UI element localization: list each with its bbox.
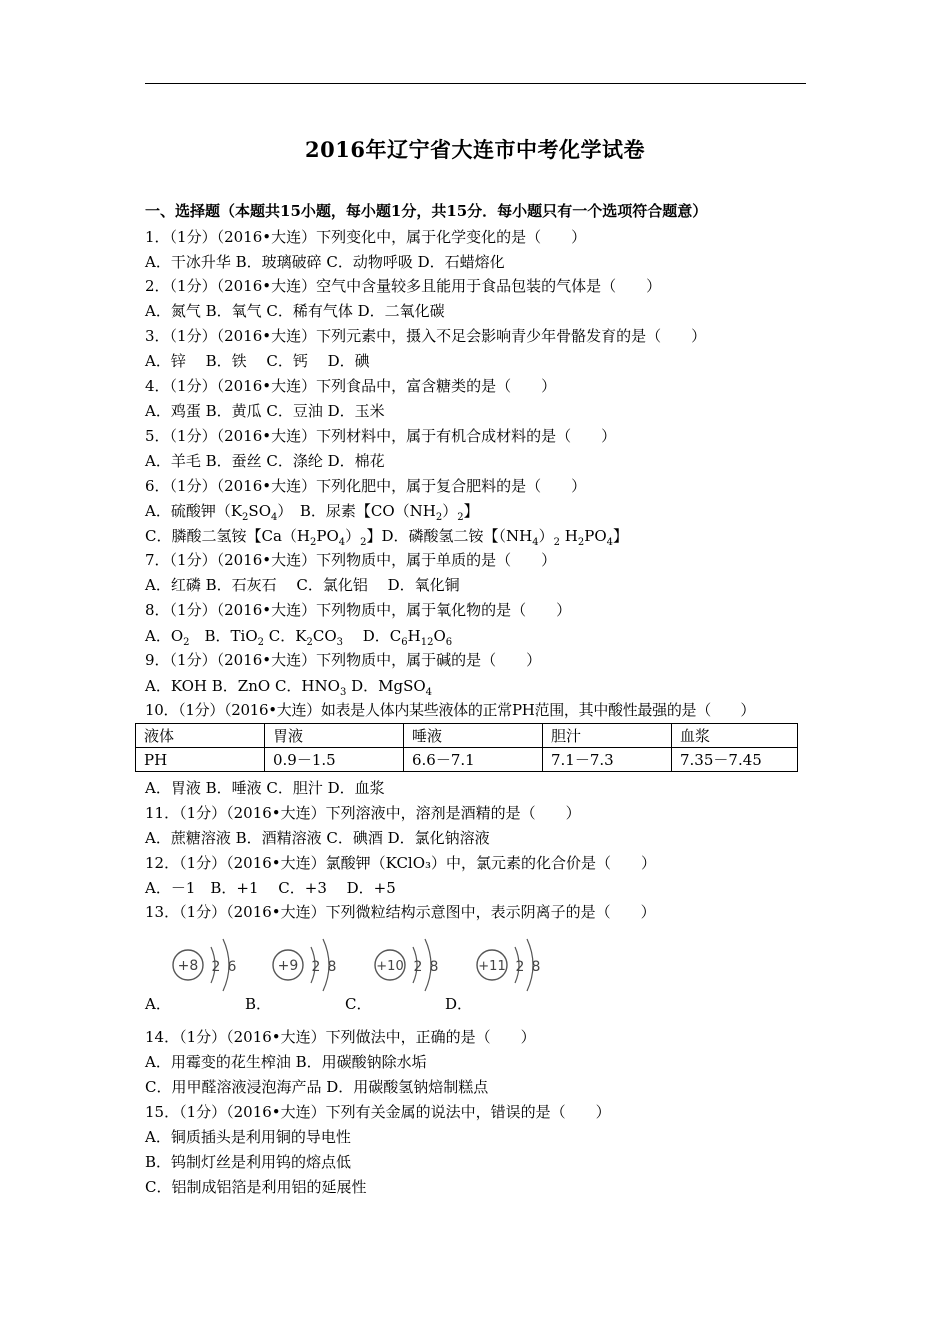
atom-diagram-d	[475, 925, 555, 995]
shell-electrons: 8	[429, 959, 439, 975]
question-3-stem: 3．（1分）（2016•大连）下列元素中，摄入不足会影响青少年骨骼发育的是（ ）	[145, 327, 707, 345]
question-15-option-c: C．铝制成铝箔是利用铝的延展性	[145, 1178, 367, 1196]
diagram-label-b: B．	[245, 995, 272, 1013]
table-cell: 胆汁	[543, 724, 672, 748]
question-8-stem: 8．（1分）（2016•大连）下列物质中，属于氧化物的是（ ）	[145, 601, 572, 619]
diagram-label-d: D．	[445, 995, 473, 1013]
question-13-stem: 13．（1分）（2016•大连）下列微粒结构示意图中，表示阴离子的是（ ）	[145, 903, 656, 921]
question-5-stem: 5．（1分）（2016•大连）下列材料中，属于有机合成材料的是（ ）	[145, 427, 617, 445]
shell-electrons: 8	[327, 959, 337, 975]
question-15-option-b: B．钨制灯丝是利用钨的熔点低	[145, 1153, 352, 1171]
table-cell: 液体	[136, 724, 265, 748]
table-row	[136, 724, 798, 748]
atom-diagram-b	[271, 925, 351, 995]
question-14-options-cd: C．用甲醛溶液浸泡海产品 D．用碳酸氢钠焙制糕点	[145, 1078, 489, 1096]
atom-diagram-c	[373, 925, 453, 995]
shell-electrons: 2	[211, 959, 221, 975]
shell-electrons: 2	[413, 959, 423, 975]
question-6-stem: 6．（1分）（2016•大连）下列化肥中，属于复合肥料的是（ ）	[145, 477, 587, 495]
question-6-options-ab: A．硫酸钾$(K_2SO_4)$ B．尿素【$CO(NH_2)_2$】	[145, 502, 479, 523]
section-heading: 一、选择题（本题共15小题，每小题1分，共15分．每小题只有一个选项符合题意）	[145, 202, 708, 220]
header-rule	[145, 83, 806, 84]
question-11-stem: 11．（1分）（2016•大连）下列溶液中，溶剂是酒精的是（ ）	[145, 804, 581, 822]
question-11-options: A．蔗糖溶液 B．酒精溶液 C．碘酒 D．氯化钠溶液	[145, 829, 490, 847]
question-4-stem: 4．（1分）（2016•大连）下列食品中，富含糖类的是（ ）	[145, 377, 557, 395]
question-9-stem: 9．（1分）（2016•大连）下列物质中，属于碱的是（ ）	[145, 651, 542, 669]
table-cell: 血浆	[672, 724, 798, 748]
question-12-stem: 12．（1分）（2016•大连）氯酸钾（KClO₃）中，氯元素的化合价是（ ）	[145, 854, 657, 872]
question-2-stem: 2．（1分）（2016•大连）空气中含量较多且能用于食品包装的气体是（ ）	[145, 277, 662, 295]
table-cell: PH	[136, 748, 265, 772]
question-2-options: A．氮气 B．氧气 C．稀有气体 D．二氧化碳	[145, 302, 445, 320]
question-14-stem: 14．（1分）（2016•大连）下列做法中，正确的是（ ）	[145, 1028, 536, 1046]
question-8-options: A．$O_2$ B．TiO$_2$ C．$K_2CO_3$ D．$C_6H_{12}O_6$	[145, 627, 453, 648]
question-7-options: A．红磷 B．石灰石 C．氯化铝 D．氧化铜	[145, 576, 460, 594]
shell-electrons: 6	[227, 959, 237, 975]
question-4-options: A．鸡蛋 B．黄瓜 C．豆油 D．玉米	[145, 402, 385, 420]
table-cell: 唾液	[404, 724, 543, 748]
question-7-stem: 7．（1分）（2016•大连）下列物质中，属于单质的是（ ）	[145, 551, 557, 569]
nucleus-charge: +9	[277, 958, 299, 974]
nucleus-charge: +11	[478, 959, 506, 974]
table-cell: 7.35－7.45	[672, 748, 798, 772]
diagram-label-a: A．	[145, 995, 171, 1013]
table-row	[136, 748, 798, 772]
question-3-options: A．锌 B．铁 C．钙 D．碘	[145, 352, 370, 370]
ph-table	[135, 723, 798, 772]
atom-diagram-a	[171, 925, 251, 995]
shell-electrons: 8	[531, 959, 541, 975]
table-cell: 6.6－7.1	[404, 748, 543, 772]
shell-electrons: 2	[311, 959, 321, 975]
question-5-options: A．羊毛 B．蚕丝 C．涤纶 D．棉花	[145, 452, 385, 470]
diagram-label-c: C．	[345, 995, 372, 1013]
question-15-stem: 15．（1分）（2016•大连）下列有关金属的说法中，错误的是（ ）	[145, 1103, 611, 1121]
question-1-stem: 1．（1分）（2016•大连）下列变化中，属于化学变化的是（ ）	[145, 228, 587, 246]
table-cell: 0.9－1.5	[265, 748, 404, 772]
table-cell: 7.1－7.3	[543, 748, 672, 772]
page-title: 2016年辽宁省大连市中考化学试卷	[305, 137, 645, 162]
table-cell: 胃液	[265, 724, 404, 748]
question-9-options: A．KOH B．ZnO C．$HNO_3$ D．MgSO$_4$	[145, 677, 433, 698]
question-10-stem: 10．（1分）（2016•大连）如表是人体内某些液体的正常PH范围，其中酸性最强的是（ ）	[145, 701, 756, 719]
question-14-options-ab: A．用霉变的花生榨油 B．用碳酸钠除水垢	[145, 1053, 427, 1071]
nucleus-charge: +10	[376, 959, 404, 974]
shell-electrons: 2	[515, 959, 525, 975]
question-6-options-cd: C．膦酸二氢铵【$Ca(H_2PO_4)_2$】D．磷酸氢二铵【$(NH_4)_2$ $H_2PO_4$】	[145, 527, 629, 548]
question-1-options: A．干冰升华 B．玻璃破碎 C．动物呼吸 D．石蜡熔化	[145, 253, 505, 271]
question-15-option-a: A．铜质插头是利用铜的导电性	[145, 1128, 351, 1146]
question-12-options: A．－1 B．+1 C．+3 D．+5	[145, 879, 396, 897]
nucleus-charge: +8	[177, 958, 199, 974]
question-10-options: A．胃液 B．唾液 C．胆汁 D．血浆	[145, 779, 385, 797]
atom-diagrams	[145, 925, 565, 1017]
